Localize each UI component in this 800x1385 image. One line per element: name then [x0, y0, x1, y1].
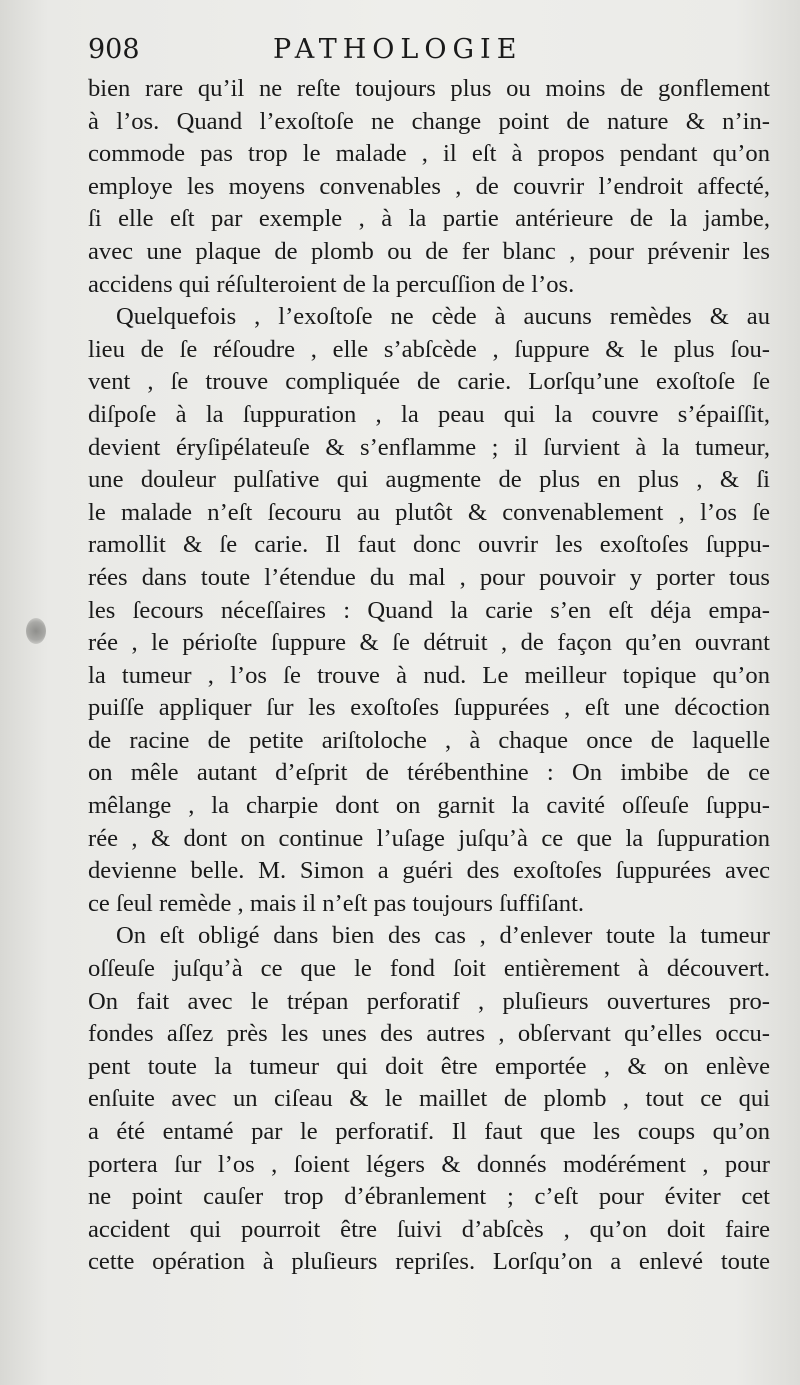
text-line: employe les moyens convenables , de couvrir l’endroit affecté,: [88, 172, 770, 200]
text-line: commode pas trop le malade , il eſt à propos pendant qu’on: [88, 140, 770, 168]
text-line: oſſeuſe juſqu’à ce que le fond ſoit entièrement à découvert.: [88, 955, 770, 983]
text-line: mêlange , la charpie dont on garnit la cavité oſſeuſe ſuppu-: [88, 792, 770, 820]
text-line: vent , ſe trouve compliquée de carie. Lorſqu’une exoſtoſe ſe: [88, 368, 770, 396]
text-line: de racine de petite ariſtoloche , à chaque once de laquelle: [88, 726, 770, 754]
text-line: le malade n’eſt ſecouru au plutôt & convenablement , l’os ſe: [88, 498, 770, 526]
text-line: a été entamé par le perforatif. Il faut que les coups qu’on: [88, 1118, 770, 1145]
text-line: lieu de ſe réſoudre , elle s’abſcède , ſuppure & le plus ſou-: [88, 335, 770, 363]
text-line: rées dans toute l’étendue du mal , pour pouvoir y porter tous: [88, 563, 770, 591]
text-line: la tumeur , l’os ſe trouve à nud. Le meilleur topique qu’on: [88, 661, 770, 689]
page-header: [88, 34, 768, 74]
text-line: fondes aſſez près les unes des autres , obſervant qu’elles occu-: [88, 1020, 770, 1048]
text-line: On eſt obligé dans bien des cas , d’enlever toute la tumeur: [116, 922, 770, 950]
text-line: pent toute la tumeur qui doit être emportée , & on enlève: [88, 1052, 770, 1080]
text-line: les ſecours néceſſaires : Quand la carie s’en eſt déja empa-: [88, 596, 770, 624]
text-line: ſi elle eſt par exemple , à la partie antérieure de la jambe,: [88, 205, 770, 233]
text-line: on mêle autant d’eſprit de térébenthine : On imbibe de ce: [88, 759, 770, 787]
text-line: bien rare qu’il ne reſte toujours plus ou moins de gonflement: [88, 75, 770, 102]
text-line: devient éryſipélateuſe & s’enflamme ; il ſurvient à la tumeur,: [88, 433, 770, 461]
text-line: puiſſe appliquer ſur les exoſtoſes ſuppurées , eſt une décoction: [88, 694, 770, 722]
text-line: rée , le périoſte ſuppure & ſe détruit , de façon qu’en ouvrant: [88, 629, 770, 657]
text-line: rée , & dont on continue l’uſage juſqu’à ce que la ſuppuration: [88, 824, 770, 852]
text-line: accident qui pourroit être ſuivi d’abſcès , qu’on doit faire: [88, 1215, 770, 1243]
text-line: devienne belle. M. Simon a guéri des exoſtoſes ſuppurées avec: [88, 857, 770, 885]
text-line: ce ſeul remède , mais il n’eſt pas toujours ſuffiſant.: [88, 889, 585, 917]
running-head: PATHOLOGIE: [273, 34, 523, 65]
body-text: [88, 73, 770, 1279]
text-line: accidens qui réſulteroient de la percuſſion de l’os.: [88, 270, 575, 298]
text-line: avec une plaque de plomb ou de fer blanc , pour prévenir les: [88, 237, 770, 265]
text-line: diſpoſe à la ſuppuration , la peau qui la couvre s’épaiſſit,: [88, 400, 770, 428]
page-number: 908: [88, 34, 140, 65]
text-line: ramollit & ſe carie. Il faut donc ouvrir les exoſtoſes ſuppu-: [88, 531, 770, 559]
ink-blot: [26, 618, 46, 644]
text-line: Quelquefois , l’exoſtoſe ne cède à aucuns remèdes & au: [116, 303, 770, 331]
text-line: à l’os. Quand l’exoſtoſe ne change point de nature & n’in-: [88, 107, 770, 135]
text-line: portera ſur l’os , ſoient légers & donnés modérément , pour: [88, 1150, 770, 1178]
text-line: une douleur pulſative qui augmente de plus en plus , & ſi: [88, 466, 770, 494]
text-line: ne point cauſer trop d’ébranlement ; c’eſt pour éviter cet: [88, 1183, 770, 1211]
text-line: enſuite avec un ciſeau & le maillet de plomb , tout ce qui: [88, 1085, 770, 1113]
text-line: On fait avec le trépan perforatif , pluſieurs ouvertures pro-: [88, 987, 770, 1015]
text-line: cette opération à pluſieurs repriſes. Lorſqu’on a enlevé toute: [88, 1248, 770, 1276]
